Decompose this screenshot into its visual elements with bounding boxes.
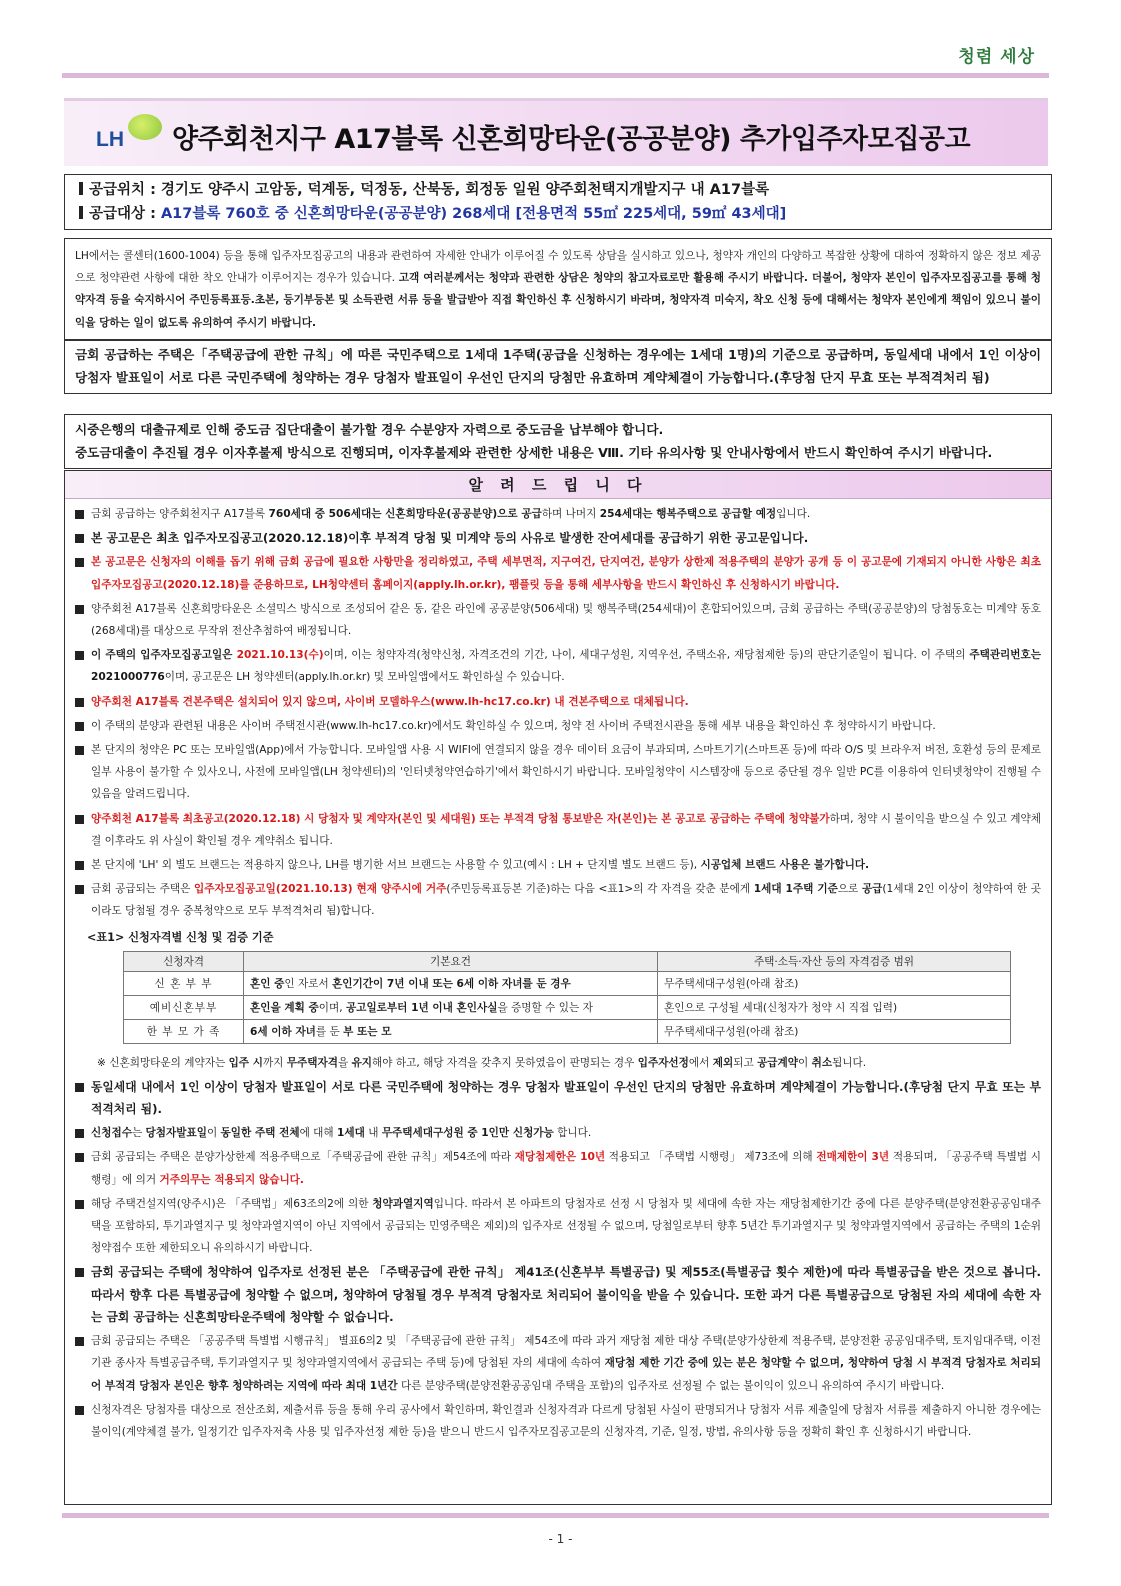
table-row [124,1019,1011,1043]
square-bullet-icon [75,1153,84,1162]
table-cell: 6세 이하 자녀를 둔 부 또는 모 [244,1019,658,1043]
list-item: 금회 공급되는 주택은 분양가상한제 적용주택으로「주택공급에 관한 규칙」제54조에 따라 재당첨제한은 10년 적용되고 「주택법 시행령」 제73조에 의해 전매제한이 3년 적용되며, 「공공주택 특별법 시행령」에 의거 거주의무는 적용되지 않습니다. [75,1146,1041,1190]
table-cell: 예비신혼부부 [124,995,244,1019]
table-cell: 혼인으로 구성될 세대(신청자가 청약 시 직접 입력) [658,995,1011,1019]
supply-location: 공급위치 : 경기도 양주시 고암동, 덕계동, 덕정동, 산북동, 회정동 일원 양주회천택지개발지구 내 A17블록 [79,178,1037,202]
lh-leaf-icon [128,114,162,140]
square-bullet-icon [75,510,84,519]
list-item: 양주회천 A17블록 견본주택은 설치되어 있지 않으며, 사이버 모델하우스(www.lh-hc17.co.kr) 내 견본주택으로 대체됩니다. [75,691,1041,713]
table-row [124,971,1011,995]
table-cell: 혼인 중인 자로서 혼인기간이 7년 이내 또는 6세 이하 자녀를 둔 경우 [244,971,658,995]
square-bullet-icon [75,1083,84,1092]
list-item: 동일세대 내에서 1인 이상이 당첨자 발표일이 서로 다른 국민주택에 청약하는 경우 당첨자 발표일이 우선인 단지의 당첨만 유효하며 계약체결이 가능합니다.(후당첨 단지 무효 또는 부적격처리 됨). [75,1076,1041,1120]
column-header: 주택·소득·자산 등의 자격검증 범위 [658,951,1011,971]
top-divider [62,73,1049,78]
list-item: 본 단지에 'LH' 외 별도 브랜드는 적용하지 않으나, LH를 병기한 서브 브랜드는 사용할 수 있고(예시 : LH + 단지별 별도 브랜드 등), 시공업체 브랜드 사용은 불가합니다. [75,854,1041,876]
list-item: 해당 주택건설지역(양주시)은 「주택법」제63조의2에 의한 청약과열지역입니다. 따라서 본 아파트의 당첨자로 선정 시 당첨자 및 세대에 속한 자는 재당첨제한기간 중에 다른 분양주택(분양전환공공임대주택을 포함하되, 투기과열지구 및 청약과열지역이 아닌 지역에서 공급되는 민영주택은 제외)의 입주자로 선정될 수 없으며, 당첨일로부터 향후 5년간 투기과열지구 및 청약과열지역에서 공급하는 주택의 1순위 청약접수 또한 제한되오니 유의하시기 바랍니다. [75,1193,1041,1260]
list-item: 본 공고문은 최초 입주자모집공고(2020.12.18)이후 부적격 당첨 및 미계약 등의 사유로 발생한 잔여세대를 공급하기 위한 공고문입니다. [75,527,1041,549]
square-bullet-icon [79,206,83,219]
brand-logo: 청렴 세상 [958,47,1035,67]
table-cell: 무주택세대구성원(아래 참조) [658,1019,1011,1043]
square-bullet-icon [75,698,84,707]
qualification-table [123,951,1011,1044]
square-bullet-icon [75,1406,84,1415]
column-header: 기본요건 [244,951,658,971]
loan-notice-box: 시중은행의 대출규제로 인해 중도금 집단대출이 불가할 경우 수분양자 자력으로 중도금을 납부해야 합니다. 중도금대출이 추진될 경우 이자후불제 방식으로 진행되며, 이자후불제와 관련한 상세한 내용은 Ⅷ. 기타 유의사항 및 안내사항에서 반드시 확인하여 주시기 바랍니다. [64,414,1052,469]
list-item: 양주회천 A17블록 최초공고(2020.12.18) 시 당첨자 및 계약자(본인 및 세대원) 또는 부적격 당첨 통보받은 자(본인)는 본 공고로 공급하는 주택에 청약불가하며, 청약 시 불이익을 받으실 수 있고 계약체결 이후라도 위 사실이 확인될 경우 계약취소 됩니다. [75,808,1041,852]
list-item: 신청접수는 당첨자발표일이 동일한 주택 전체에 대해 1세대 내 무주택세대구성원 중 1인만 신청가능 합니다. [75,1122,1041,1144]
table-cell: 신 혼 부 부 [124,971,244,995]
consultation-notice: LH에서는 콜센터(1600-1004) 등을 통해 입주자모집공고의 내용과 관련하여 자세한 안내가 이루어질 수 있도록 상담을 실시하고 있으나, 청약자 개인의 다양하고 복잡한 상황에 대하여 정확하지 않은 정보 제공으로 청약관련 사항에 대한 착오 안내가 이루어지는 경우가 있습니다. 고객 여러분께서는 청약과 관련한 상담은 청약의 참고자료로만 활용해 주시기 바랍니다. 더불어, 청약자 본인이 입주자모집공고를 통해 청약자격 등을 숙지하시어 주민등록표등.초본, 등기부등본 및 소득관련 서류 등을 발급받아 직접 확인하신 후 신청하시기 바라며, 청약자격 미숙지, 착오 신청 등에 대해서는 청약자 본인에게 책임이 있으니 불이익을 당하는 일이 없도록 유의하여 주시기 바랍니다. [64,238,1052,341]
column-header: 신청자격 [124,951,244,971]
square-bullet-icon [75,1200,84,1209]
square-bullet-icon [75,885,84,894]
title-banner [64,98,1048,166]
supply-target: 공급대상 : A17블록 760호 중 신혼희망타운(공공분양) 268세대 [전용면적 55㎡ 225세대, 59㎡ 43세대] [79,202,1037,226]
page-number: - 1 - [548,1532,573,1546]
lh-logo-text: LH [96,128,124,151]
square-bullet-icon [75,534,84,543]
list-item: 이 주택의 분양과 관련된 내용은 사이버 주택전시관(www.lh-hc17.co.kr)에서도 확인하실 수 있으며, 청약 전 사이버 주택전시관을 통해 세부 내용을 확인하신 후 청약하시기 바랍니다. [75,715,1041,737]
table-cell: 혼인을 계획 중이며, 공고일로부터 1년 이내 혼인사실을 증명할 수 있는 자 [244,995,658,1019]
list-item: 본 단지의 청약은 PC 또는 모바일앱(App)에서 가능합니다. 모바일앱 사용 시 WIFI에 연결되지 않을 경우 데이터 요금이 부과되며, 스마트기기(스마트폰 등)에 따라 O/S 및 브라우저 버전, 호환성 등의 문제로 일부 사용이 불가할 수 있사오니, 사전에 모바일앱(LH 청약센터)의 '인터넷청약연습하기'에서 확인하시기 바랍니다. 모바일청약이 시스템장애 등으로 중단될 경우 일반 PC를 이용하여 인터넷청약이 진행될 수 있음을 알려드립니다. [75,739,1041,806]
square-bullet-icon [75,651,84,660]
list-item: 금회 공급되는 주택은 「공공주택 특별법 시행규칙」 별표6의2 및 「주택공급에 관한 규칙」 제54조에 따라 과거 재당첨 제한 대상 주택(분양가상한제 적용주택, 분양전환 공공임대주택, 토지임대주택, 이전기관 종사자 특별공급주택, 투기과열지구 및 청약과열지역에서 공급되는 주택 등)에 당첨된 자의 세대에 속하여 재당첨 제한 기간 중에 있는 분은 청약할 수 없으며, 청약하여 당첨 시 부적격 당첨자로 처리되어 부적격 당첨자 본인은 향후 청약하려는 지역에 따라 최대 1년간 다른 분양주택(분양전환공공임대 주택을 포함)의 입주자로 선정될 수 없는 불이익이 있으니 유의하여 주시기 바랍니다. [75,1330,1041,1397]
table-caption: <표1> 신청자격별 신청 및 검증 기준 [87,930,274,944]
inform-header: 알 려 드 립 니 다 [65,471,1051,499]
page-title: 양주회천지구 A17블록 신혼희망타운(공공분양) 추가입주자모집공고 [172,124,971,155]
square-bullet-icon [75,1337,84,1346]
supply-info-box [64,174,1052,230]
list-item: 이 주택의 입주자모집공고일은 2021.10.13(수)이며, 이는 청약자격(청약신청, 자격조건의 기간, 나이, 세대구성원, 지역우선, 주택소유, 재당첨제한 등)의 판단기준일이 됩니다. 이 주택의 주택관리번호는 2021000776이며, 공고문은 LH 청약센터(apply.lh.or.kr) 및 모바일앱에서도 확인하실 수 있습니다. [75,644,1041,688]
lh-logo [94,112,166,158]
table-row [124,995,1011,1019]
one-house-rule-box: 금회 공급하는 주택은「주택공급에 관한 규칙」에 따른 국민주택으로 1세대 1주택(공급을 신청하는 경우에는 1세대 1명)의 기준으로 공급하며, 동일세대 내에서 1인 이상이 당첨자 발표일이 서로 다른 국민주택에 청약하는 경우 당첨자 발표일이 우선인 단지의 당첨만 유효하며 계약체결이 가능합니다.(후당첨 단지 무효 또는 부적격처리 됨) [64,339,1052,394]
bottom-divider [62,1513,1049,1518]
table-header-row [124,951,1011,971]
table-cell: 무주택세대구성원(아래 참조) [658,971,1011,995]
list-item: 신청자격은 당첨자를 대상으로 전산조회, 제출서류 등을 통해 우리 공사에서 확인하며, 확인결과 신청자격과 다르게 당첨된 사실이 판명되거나 당첨자 서류 제출일에 당첨자 서류를 제출하지 아니한 경우에는 불이익(계약체결 불가, 일정기간 입주자저축 사용 및 입주자선정 제한 등)을 받으니 반드시 입주자모집공고문의 신청자격, 기준, 일정, 방법, 유의사항 등을 정확히 확인 후 신청하시기 바랍니다. [75,1399,1041,1443]
square-bullet-icon [75,815,84,824]
square-bullet-icon [79,182,83,195]
square-bullet-icon [75,722,84,731]
square-bullet-icon [75,605,84,614]
list-item: 금회 공급되는 주택에 청약하여 입주자로 선정된 분은 「주택공급에 관한 규칙」 제41조(신혼부부 특별공급) 및 제55조(특별공급 횟수 제한)에 따라 특별공급을 받은 것으로 봅니다. 따라서 향후 다른 특별공급에 청약할 수 없으며, 청약하여 당첨될 경우 부적격 당첨자로 처리되어 불이익을 받을 수 있습니다. 또한 과거 다른 특별공급으로 당첨된 자의 세대에 속한 자는 금회 공급하는 신혼희망타운주택에 청약할 수 없습니다. [75,1261,1041,1328]
list-item: 금회 공급하는 양주회천지구 A17블록 760세대 중 506세대는 신혼희망타운(공공분양)으로 공급하며 나머지 254세대는 행복주택으로 공급할 예정입니다. [75,503,1041,525]
list-item: 금회 공급되는 주택은 입주자모집공고일(2021.10.13) 현재 양주시에 거주(주민등록표등본 기준)하는 다음 <표1>의 각 자격을 갖춘 분에게 1세대 1주택 기준으로 공급(1세대 2인 이상이 청약하여 한 곳이라도 당첨될 경우 중복청약으로 모두 부적격처리 됨)합니다. [75,878,1041,922]
square-bullet-icon [75,558,84,567]
square-bullet-icon [75,746,84,755]
square-bullet-icon [75,1268,84,1277]
list-item: 양주회천 A17블록 신혼희망타운은 소셜믹스 방식으로 조성되어 같은 동, 같은 라인에 공공분양(506세대) 및 행복주택(254세대)이 혼합되어있으며, 금회 공급하는 주택(공공분양)의 당첨동호는 미계약 동호(268세대)를 대상으로 무작위 전산추첨하여 배정됩니다. [75,598,1041,642]
table-footnote: ※ 신혼희망타운의 계약자는 입주 시까지 무주택자격을 유지해야 하고, 해당 자격을 갖추지 못하였음이 판명되는 경우 입주자선정에서 제외되고 공급계약이 취소됩니다. [97,1056,867,1069]
inform-section [64,470,1052,1505]
list-item: 본 공고문은 신청자의 이해를 돕기 위해 금회 공급에 필요한 사항만을 정리하였고, 주택 세부면적, 지구여건, 단지여건, 분양가 상한제 적용주택의 분양가 공개 등 이 공고문에 기재되지 아니한 사항은 최초 입주자모집공고(2020.12.18)를 준용하므로, LH청약센터 홈페이지(apply.lh.or.kr), 팸플릿 등을 통해 세부사항을 반드시 확인하신 후 신청하시기 바랍니다. [75,551,1041,595]
table-cell: 한 부 모 가 족 [124,1019,244,1043]
square-bullet-icon [75,861,84,870]
square-bullet-icon [75,1129,84,1138]
